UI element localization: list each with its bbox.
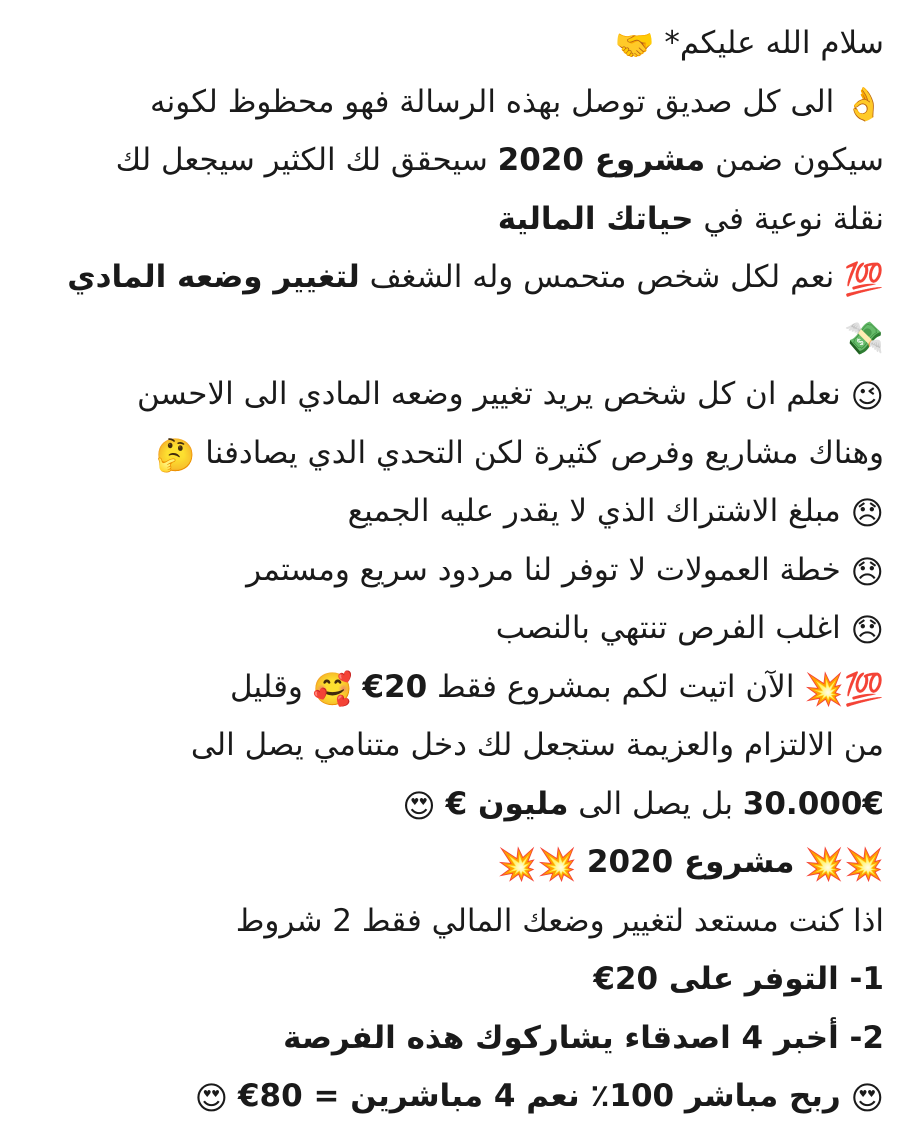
- collision-icon: 💥: [497, 845, 538, 883]
- offer-line-3: [40, 775, 884, 834]
- collision-icon: 💥: [804, 669, 845, 708]
- project-title-line: [40, 833, 884, 892]
- collision-icon: 💥: [804, 845, 845, 883]
- profit-line: [40, 1067, 884, 1126]
- change-status-bold: لتغيير وضعه المادي: [67, 259, 360, 295]
- know-text-2: وهناك مشاريع وفرص كثيرة لكن التحدي الدي يصادفنا: [205, 434, 884, 471]
- know-text-1: نعلم ان كل شخص يريد تغيير وضعه المادي الى الاحسن: [137, 376, 841, 412]
- million-bold: مليون €: [445, 785, 569, 822]
- thinking-face-icon: 🤔: [155, 435, 196, 474]
- yes-text: نعم لكل شخص متحمس وله الشغف: [359, 259, 835, 295]
- ok-hand-icon: 👌: [844, 84, 884, 123]
- condition-line-1: [40, 950, 884, 1009]
- project-title-bold: مشروع 2020: [586, 844, 795, 880]
- offer-line-1: [40, 658, 884, 717]
- ready-line: [40, 892, 884, 951]
- intro-text-2c: سيحقق لك الكثير سيجعل لك: [115, 142, 498, 178]
- heart-eyes-icon: 😍: [402, 786, 436, 825]
- disappointed-face-icon: 😞: [850, 611, 884, 649]
- problem-text-2: خطة العمولات لا توفر لنا مردود سريع ومستمر: [246, 551, 841, 588]
- intro-line-2: [40, 131, 884, 190]
- problem-text-1: مبلغ الاشتراك الذي لا يقدر عليه الجميع: [347, 493, 841, 529]
- know-line-1: [40, 365, 884, 424]
- intro-line-1: [40, 73, 884, 132]
- profit-bold: ربح مباشر 100٪ نعم 4 مباشرين = 80€: [237, 1078, 841, 1114]
- offer-text-1c: وقليل: [230, 668, 313, 705]
- money-with-wings-icon: 💸: [844, 318, 884, 357]
- problem-line-2: [40, 541, 884, 600]
- intro-text-2a: سيكون ضمن: [705, 142, 884, 178]
- offer-text-3b: بل يصل الى: [568, 785, 743, 822]
- intro-text-3a: نقلة نوعية في: [693, 200, 884, 237]
- condition-2-bold: 2- أخبر 4 اصدقاء يشاركوك هذه الفرصة: [283, 1019, 884, 1056]
- collision-icon: 💥: [537, 845, 578, 883]
- offer-line-2: [40, 716, 884, 775]
- greeting-line: [40, 14, 884, 73]
- heart-eyes-icon: 😍: [194, 1079, 229, 1117]
- disappointed-face-icon: 😞: [850, 494, 884, 532]
- price-bold: 20€: [362, 668, 428, 705]
- condition-line-2: [40, 1009, 884, 1068]
- collision-icon: 💥: [844, 845, 884, 883]
- yes-line: [40, 248, 884, 365]
- disappointed-face-icon: 😞: [850, 552, 884, 591]
- problem-text-3: اغلب الفرص تنتهي بالنصب: [495, 610, 841, 646]
- problem-line-3: [40, 599, 884, 658]
- heart-eyes-icon: 😍: [850, 1079, 884, 1117]
- intro-text-1: الى كل صديق توصل بهذه الرسالة فهو محظوظ لكونه: [150, 83, 835, 120]
- greeting-text: سلام الله عليكم*: [664, 25, 884, 61]
- problem-line-1: [40, 482, 884, 541]
- know-line-2: [40, 424, 884, 483]
- winking-face-icon: 😉: [850, 377, 884, 415]
- hundred-points-icon: 💯: [844, 260, 884, 298]
- offer-text-2: من الالتزام والعزيمة ستجعل لك دخل متنامي يصل الى: [190, 727, 884, 763]
- project-name-bold: مشروع 2020: [497, 142, 706, 178]
- offer-text-1a: الآن اتيت لكم بمشروع فقط: [427, 668, 795, 705]
- smiling-face-hearts-icon: 🥰: [312, 669, 353, 708]
- handshake-icon: 🤝: [614, 26, 655, 64]
- intro-line-3: [40, 190, 884, 249]
- ready-text: اذا كنت مستعد لتغيير وضعك المالي فقط 2 شروط: [235, 902, 884, 939]
- financial-life-bold: حياتك المالية: [497, 200, 694, 237]
- condition-1-bold: 1- التوفر على 20€: [593, 961, 884, 997]
- amount-bold: 30.000€: [742, 785, 884, 822]
- hundred-points-icon: 💯: [844, 669, 884, 708]
